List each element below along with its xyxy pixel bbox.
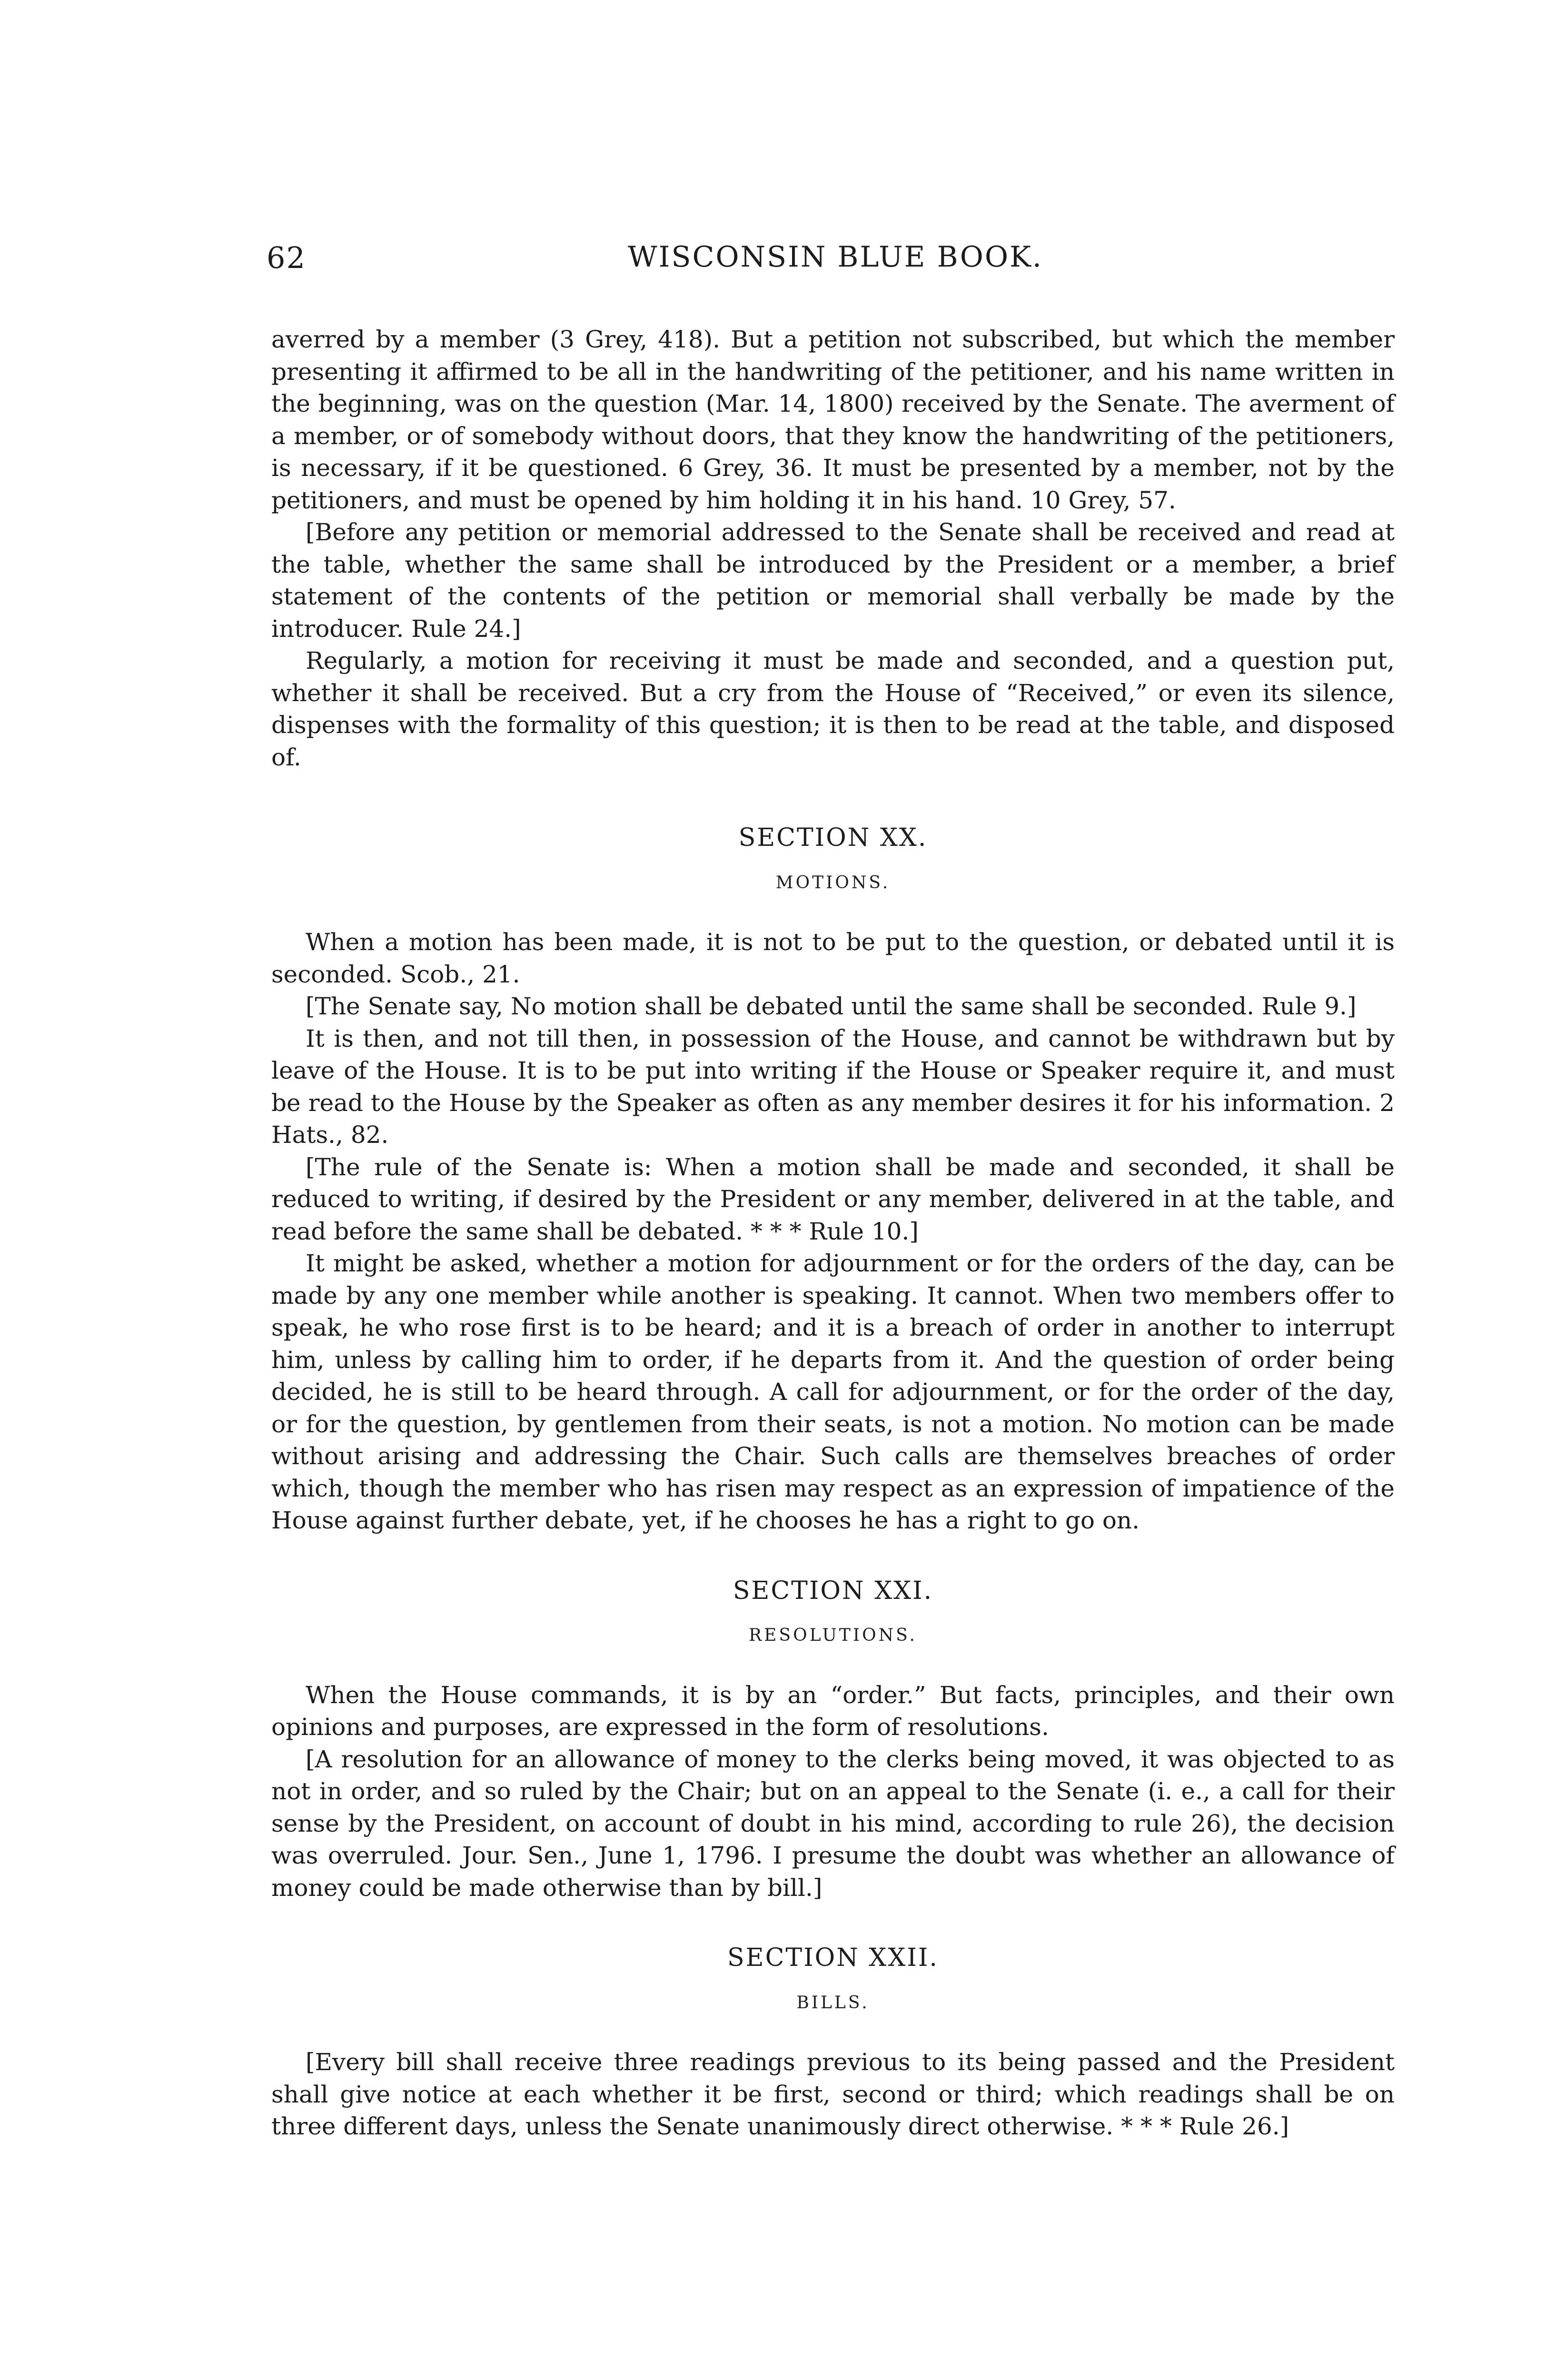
paragraph: Regularly, a motion for receiving it must be made and seconded, and a question put, whether it shall be received. But a cry from the House of “Received,” or even its silence, dispenses with the formality of this question; it is then to be read at the table, and disposed of.: [271, 647, 1395, 771]
running-title: WISCONSIN BLUE BOOK.: [627, 240, 1043, 274]
paragraph: [The rule of the Senate is: When a motion shall be made and seconded, it shall be reduced to writing, if desired by the President or any member, delivered in at the table, and read before the same shall be debated. * * * Rule 10.]: [271, 1153, 1395, 1245]
paragraph: When a motion has been made, it is not to be put to the question, or debated until it is seconded. Scob., 21.: [271, 928, 1395, 988]
section-subheading: RESOLUTIONS.: [749, 1626, 917, 1645]
page-header: [267, 240, 1404, 283]
paragraph: [Every bill shall receive three readings previous to its being passed and the President shall give notice at each whether it be first, second or third; which readings shall be on three different days, unless the Senate unanimously direct otherwise. * * * Rule 26.]: [271, 2048, 1395, 2140]
paragraph: It is then, and not till then, in possession of the House, and cannot be withdrawn but by leave of the House. It is to be put into writing if the House or Speaker require it, and must be read to the House by the Speaker as often as any member desires it for his information. 2 Hats., 82.: [271, 1024, 1395, 1149]
paragraph: averred by a member (3 Grey, 418). But a petition not subscribed, but which the member presenting it affirmed to be all in the handwriting of the petitioner, and his name written in the beginning, was on the question (Mar. 14, 1800) received by the Senate. The averment of a member, or of somebody without doors, that they know the handwriting of the petitioners, is necessary, if it be questioned. 6 Grey, 36. It must be presented by a member, not by the petitioners, and must be opened by him holding it in his hand. 10 Grey, 57.: [271, 326, 1395, 514]
section-subheading: MOTIONS.: [775, 873, 891, 892]
paragraph: It might be asked, whether a motion for adjournment or for the orders of the day, can be made by any one member while another is speaking. It cannot. When two members offer to speak, he who rose first is to be heard; and it is a breach of order in another to interrupt him, unless by calling him to order, if he departs from it. And the question of order being decided, he is still to be heard through. A call for adjournment, or for the order of the day, or for the question, by gentlemen from their seats, is not a motion. No motion can be made without arising and addressing the Chair. Such calls are themselves breaches of order which, though the member who has risen may respect as an expression of impatience of the House against further debate, yet, if he chooses he has a right to go on.: [271, 1250, 1395, 1534]
section-subheading: BILLS.: [796, 1993, 870, 2013]
paragraph: When the House commands, it is by an “order.” But facts, principles, and their own opinions and purposes, are expressed in the form of resolutions.: [271, 1681, 1395, 1741]
paragraph: [Before any petition or memorial addressed to the Senate shall be received and read at the table, whether the same shall be introduced by the President or a member, a brief statement of the contents of the petition or memorial shall verbally be made by the introducer. Rule 24.]: [271, 518, 1395, 643]
page-number: 62: [267, 240, 306, 275]
section-heading: SECTION XXII.: [727, 1944, 939, 1972]
section-heading: SECTION XXI.: [733, 1576, 933, 1605]
section-heading: SECTION XX.: [738, 823, 928, 852]
page-body: [271, 324, 1395, 2143]
paragraph: [The Senate say, No motion shall be debated until the same shall be seconded. Rule 9.]: [306, 992, 1357, 1020]
paragraph: [A resolution for an allowance of money to the clerks being moved, it was objected to as not in order, and so ruled by the Chair; but on an appeal to the Senate (i. e., a call for their sense by the President, on account of doubt in his mind, according to rule 26), the decision was overruled. Jour. Sen., June 1, 1796. I presume the doubt was whether an allowance of money could be made otherwise than by bill.]: [271, 1745, 1395, 1902]
